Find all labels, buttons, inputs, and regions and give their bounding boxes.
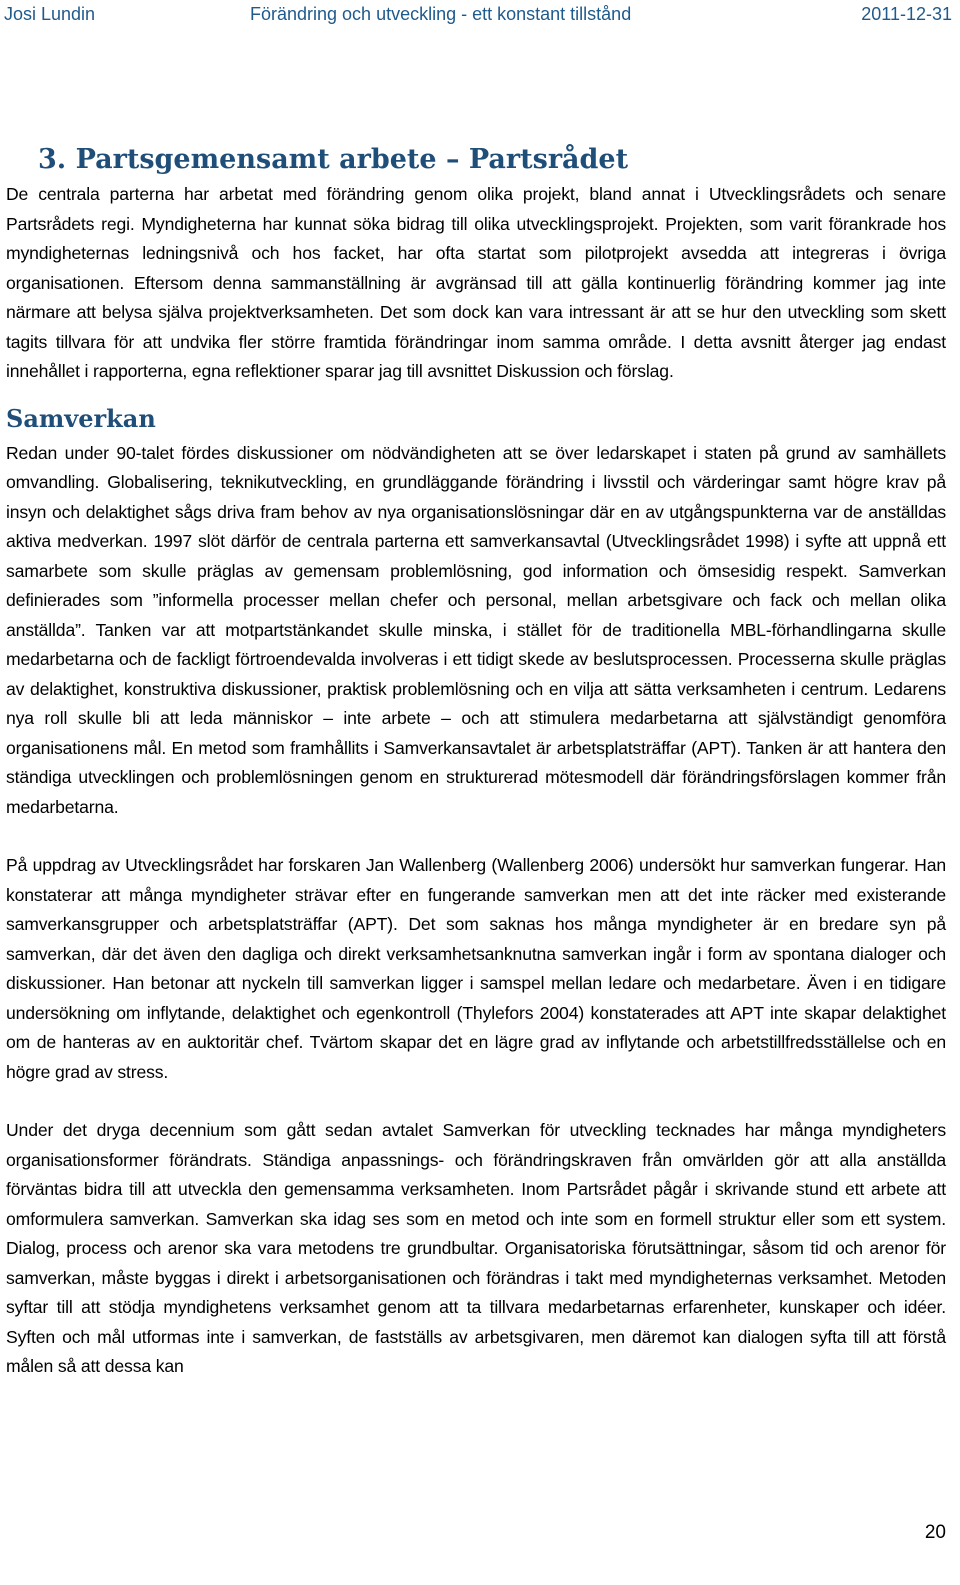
- section-heading-samverkan: Samverkan: [6, 403, 156, 433]
- paragraph-partsgemensamt: De centrala parterna har arbetat med förändring genom olika projekt, bland annat i Utvecklingsrådets och senare Partsrådets regi. Myndigheterna har kunnat söka bidrag till olika utvecklingsprojekt. Projekten, som varit förankrade hos myndigheternas ledningsnivå och hos facket, har ofta startat som pilotprojekt avsedda att integreras i övriga organisationen. Eftersom denna sammanställning är avgränsad till att gälla kontinuerlig förändring kommer jag inte närmare att belysa själva projektverksamheten. Det som dock kan vara intressant är att se hur den utveckling som skett tagits tillvara för att undvika fler större framtida förändringar inom samma område. I detta avsnitt återger jag endast innehållet i rapporterna, egna reflektioner sparar jag till avsnittet Diskussion och förslag.: [6, 184, 946, 381]
- document-body: [6, 142, 946, 1382]
- paragraph-samverkan-2: På uppdrag av Utvecklingsrådet har forskaren Jan Wallenberg (Wallenberg 2006) undersökt hur samverkan fungerar. Han konstaterar att många myndigheter strävar efter en fungerande samverkan men att det inte räcker med existerande samverkansgrupper och arbetsplatsträffar (APT). Det som saknas hos många myndigheter är en bredare syn på samverkan, där det även den dagliga och direkt verksamhetsanknutna samverkan ingår i form av spontana dialoger och diskussioner. Han betonar att nyckeln till samverkan ligger i samspel mellan ledare och medarbetare. Även i en tidigare undersökning om inflytande, delaktighet och egenkontroll (Thylefors 2004) konstaterades att APT inte skapar delaktighet om de hanteras av en auktoritär chef. Tvärtom skapar det en lägre grad av inflytande och arbetstillfredsställelse och en högre grad av stress.: [6, 855, 946, 1082]
- section-heading-partsgemensamt: 3. Partsgemensamt arbete – Partsrådet: [38, 144, 629, 175]
- page-number: 20: [924, 1522, 946, 1543]
- header-document-title: Förändring och utveckling - ett konstant tillstånd: [250, 4, 632, 24]
- paragraph-samverkan-3: Under det dryga decennium som gått sedan avtalet Samverkan för utveckling tecknades har många myndigheters organisationsformer förändrats. Ständiga anpassnings- och förändringskraven från omvärlden gör att alla anställda förväntas bidra till att utveckla den gemensamma verksamheten. Inom Partsrådet pågår i skrivande stund ett arbete att omformulera samverkan. Samverkan ska idag ses som en metod och inte som en formell struktur eller som ett system. Dialog, process och arenor ska vara metodens tre grundbultar. Organisatoriska förutsättningar, såsom tid och arenor för samverkan, måste byggas i direkt i arbetsorganisationen och förändras i takt med myndigheternas verksamhet. Metoden syftar till att stödja myndighetens verksamhet genom att ta tillvara medarbetarnas erfarenheter, kunskaper och idéer. Syften och mål utformas inte i samverkan, de fastställs av arbetsgivaren, men däremot kan dialogen syfta till att förstå målen så att dessa kan: [6, 1120, 946, 1376]
- paragraph-samverkan-1: Redan under 90-talet fördes diskussioner om nödvändigheten att se över ledarskapet i staten på grund av samhällets omvandling. Globalisering, teknikutveckling, en grundläggande förändring i livsstil och värderingar samt högre krav på insyn och delaktighet sågs driva fram behov av nya organisationslösningar där en av utgångspunkterna var de anställdas aktiva medverkan. 1997 slöt därför de centrala parterna ett samverkansavtal (Utvecklingsrådet 1998) i syfte att uppnå ett samarbete som skulle präglas av gemensam problemlösning, god information och ömsesidig respekt. Samverkan definierades som ”informella processer mellan chefer och personal, mellan arbetsgivare och fack och mellan olika anställda”. Tanken var att motpartstänkandet skulle minska, i stället för de traditionella MBL-förhandlingarna skulle medarbetarna och de fackligt förtroendevalda involveras i ett tidigt skede av beslutsprocessen. Processerna skulle präglas av delaktighet, konstruktiva diskussioner, praktisk problemlösning och en vilja att sätta verksamheten i centrum. Ledarens nya roll skulle bli att leda människor – inte arbete – och att stimulera medarbetarna att självständigt genomföra organisationens mål. En metod som framhållits i Samverkansavtalet är arbetsplatsträffar (APT). Tanken är att hantera den ständiga utvecklingen och problemlösningen genom en strukturerad mötesmodell där förändringsförslagen kommer från medarbetarna.: [6, 442, 946, 817]
- header-date: 2011-12-31: [861, 4, 952, 24]
- page-header: [0, 0, 960, 30]
- header-author: Josi Lundin: [4, 4, 96, 24]
